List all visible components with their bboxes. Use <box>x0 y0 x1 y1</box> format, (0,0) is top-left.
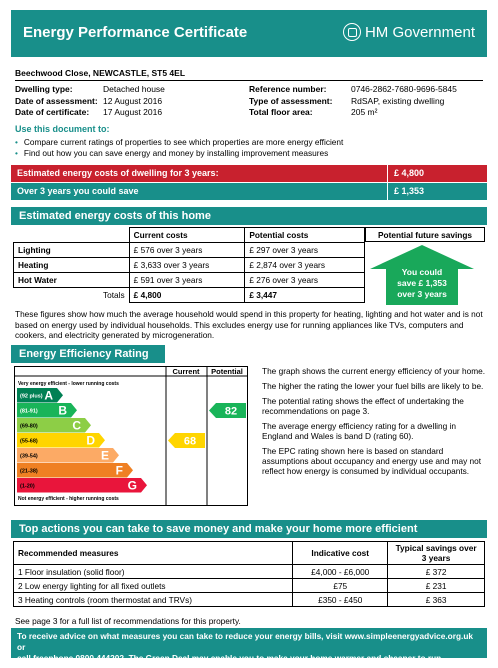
cost-type: Heating <box>14 258 130 273</box>
epc-header <box>11 10 487 57</box>
info-value: RdSAP, existing dwelling <box>351 95 445 106</box>
eer-band-c <box>17 418 91 433</box>
indicative-cost: £4,000 - £6,000 <box>293 565 388 579</box>
info-key: Type of assessment: <box>249 95 333 106</box>
eer-explanation <box>262 366 487 481</box>
eer-band-g <box>17 478 147 493</box>
measure: 3 Heating controls (room thermostat and TRVs) <box>14 593 293 607</box>
three-year-cost-value: £ 4,800 <box>387 165 487 182</box>
footer-advice <box>11 628 487 663</box>
use-list <box>15 137 343 159</box>
table-header: Indicative cost <box>293 542 388 565</box>
eer-potential-header: Potential <box>211 367 243 376</box>
totals-potential: £ 3,447 <box>245 288 365 303</box>
eer-band-b <box>17 403 77 418</box>
eer-current-rating <box>168 433 205 448</box>
eer-current-rating-value: 68 <box>183 435 197 448</box>
table-row <box>14 593 485 607</box>
estimated-costs-table <box>13 227 365 303</box>
eer-band-e <box>17 448 119 463</box>
estimated-costs-note: These figures show how much the average household would spend in this property for heating, lighting and hot water and is not based on energy used by individual households. This excludes energy use for running appliances like TVs, computers and cookers, and electricity generated by microgeneration. <box>15 309 483 340</box>
eer-band-f <box>17 463 133 478</box>
savings-arrow-line: save £ 1,353 <box>397 278 447 288</box>
eer-band-range: (92 plus) <box>20 393 43 400</box>
eer-band-range: (21-38) <box>20 468 38 475</box>
info-value: 17 August 2016 <box>103 107 163 117</box>
eer-paragraph: The average energy efficiency rating for a dwelling in England and Wales is band D (rating 60). <box>262 421 457 441</box>
potential-cost: £ 297 over 3 years <box>245 243 365 258</box>
eer-paragraph: The EPC rating shown here is based on standard assumptions about occupancy and energy use and may not reflect how energy is consumed by individual occupants. <box>262 446 482 476</box>
eer-potential-rating <box>209 403 246 418</box>
potential-cost: £ 276 over 3 years <box>245 273 365 288</box>
eer-band-range: (1-20) <box>20 483 35 490</box>
eer-band-letter: A <box>44 388 53 403</box>
table-row <box>14 579 485 593</box>
eer-title: Energy Efficiency Rating <box>11 345 165 363</box>
table-header: Potential costs <box>245 228 365 243</box>
info-key: Total floor area: <box>249 107 313 117</box>
eer-band-letter: B <box>58 403 67 418</box>
estimated-costs-title: Estimated energy costs of this home <box>11 207 487 225</box>
table-header: Recommended measures <box>14 542 293 565</box>
page-title: Energy Performance Certificate <box>23 24 248 41</box>
eer-bottom-note: Not energy efficient - higher running costs <box>18 496 119 502</box>
eer-band-letter: D <box>86 433 95 448</box>
eer-potential-rating-value: 82 <box>224 405 238 418</box>
eer-top-note: Very energy efficient - lower running costs <box>18 381 119 387</box>
measure: 1 Floor insulation (solid floor) <box>14 565 293 579</box>
info-value: Detached house <box>103 84 165 94</box>
footer-line: call freephone 0800 444202. The Green Deal may enable you to make your home warmer and cheaper to run. <box>17 653 444 663</box>
cost-type: Hot Water <box>14 273 130 288</box>
eer-band-range: (39-54) <box>20 453 38 460</box>
table-header <box>14 228 130 243</box>
table-row <box>14 258 365 273</box>
indicative-cost: £350 - £450 <box>293 593 388 607</box>
eer-band-letter: C <box>72 418 81 433</box>
eer-paragraph: The potential rating shows the effect of undertaking the recommendations on page 3. <box>262 396 464 416</box>
use-title: Use this document to: <box>15 124 110 134</box>
use-item: • Compare current ratings of properties to see which properties are more energy efficient <box>15 137 343 148</box>
info-left <box>15 84 165 119</box>
savings-arrow-line: You could <box>401 267 443 277</box>
eer-band-a <box>17 388 63 403</box>
eer-current-header: Current <box>172 367 200 376</box>
eer-band-d <box>17 433 105 448</box>
eer-chart <box>14 366 248 506</box>
savings-arrow-line: over 3 years <box>397 289 447 299</box>
eer-band-range: (81-91) <box>20 408 38 415</box>
totals-current: £ 4,800 <box>129 288 245 303</box>
table-header: Typical savings over 3 years <box>388 542 485 565</box>
info-key: Date of certificate: <box>15 107 90 117</box>
table-header: Current costs <box>129 228 245 243</box>
gov-label: HM Government <box>364 23 475 41</box>
totals-label: Totals <box>14 288 130 303</box>
cost-type: Lighting <box>14 243 130 258</box>
totals-row <box>14 288 365 303</box>
actions-title: Top actions you can take to save money and make your home more efficient <box>11 520 487 538</box>
info-right <box>249 84 457 119</box>
info-key: Reference number: <box>249 84 327 94</box>
eer-band-letter: E <box>100 448 109 463</box>
divider <box>15 80 483 81</box>
info-key: Dwelling type: <box>15 84 73 94</box>
typical-saving: £ 231 <box>388 579 485 593</box>
property-address: Beechwood Close, NEWCASTLE, ST5 4EL <box>15 68 186 78</box>
three-year-cost-label: Estimated energy costs of dwelling for 3 years: <box>17 168 219 178</box>
current-cost: £ 591 over 3 years <box>129 273 245 288</box>
eer-band-range: (69-80) <box>20 423 38 430</box>
info-value: 12 August 2016 <box>103 95 163 106</box>
use-item: • Find out how you can save energy and money by installing improvement measures <box>15 148 343 159</box>
hm-government-logo <box>343 23 475 41</box>
savings-arrow <box>370 245 474 305</box>
typical-saving: £ 363 <box>388 593 485 607</box>
eer-paragraph: The graph shows the current energy efficiency of your home. <box>262 366 486 376</box>
eer-paragraph: The higher the rating the lower your fuel bills are likely to be. <box>262 381 484 391</box>
footer-line: To receive advice on what measures you can take to reduce your energy bills, visit www.simpleenergyadvice.org.uk or <box>17 631 474 652</box>
three-year-cost-bar <box>11 165 487 182</box>
actions-note: See page 3 for a full list of recommendations for this property. <box>15 616 241 626</box>
eer-band-letter: G <box>127 478 137 493</box>
eer-bands <box>17 388 147 493</box>
crest-icon <box>343 23 361 41</box>
potential-cost: £ 2,874 over 3 years <box>245 258 365 273</box>
table-row <box>14 243 365 258</box>
indicative-cost: £75 <box>293 579 388 593</box>
eer-band-letter: F <box>115 463 123 478</box>
measure: 2 Low energy lighting for all fixed outlets <box>14 579 293 593</box>
three-year-saving-value: £ 1,353 <box>387 183 487 200</box>
info-value: 205 m² <box>351 107 378 117</box>
three-year-saving-label: Over 3 years you could save <box>17 186 139 196</box>
table-row <box>14 273 365 288</box>
table-row <box>14 565 485 579</box>
actions-table <box>13 541 485 607</box>
eer-band-range: (55-68) <box>20 438 38 445</box>
typical-saving: £ 372 <box>388 565 485 579</box>
current-cost: £ 576 over 3 years <box>129 243 245 258</box>
three-year-saving-bar <box>11 183 487 200</box>
future-savings-header: Potential future savings <box>365 227 485 242</box>
info-value: 0746-2862-7680-9696-5845 <box>351 84 457 94</box>
current-cost: £ 3,633 over 3 years <box>129 258 245 273</box>
info-key: Date of assessment: <box>15 95 98 106</box>
